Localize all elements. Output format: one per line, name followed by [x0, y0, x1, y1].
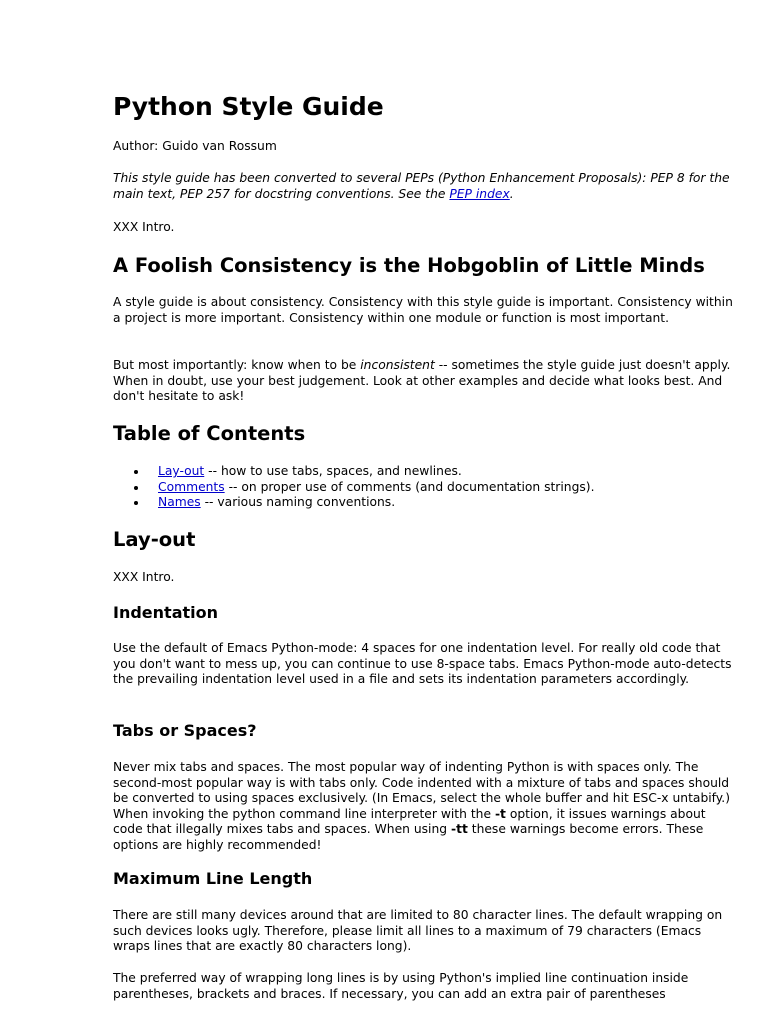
inconsistent-paragraph-rest: -- sometimes the style guide just doesn't apply. When in doubt, use your best judgement. Look at other examples and decide what looks best. And don't hesitate to ask!	[113, 358, 731, 404]
page-title: Python Style Guide	[113, 92, 384, 121]
wrapping-paragraph: The preferred way of wrapping long lines is by using Python's implied line continuation inside parentheses, brackets and braces. If necessary, you can add an extra pair of parentheses	[113, 971, 689, 1001]
conversion-note-end: .	[509, 186, 514, 201]
tabs-paragraph-end: these warnings become errors. These options are highly recommended!	[113, 822, 704, 852]
tabs-paragraph	[113, 760, 733, 854]
indentation-paragraph: Use the default of Emacs Python-mode: 4 spaces for one indentation level. For really old code that you don't want to mess up, you can continue to use 8-space tabs. Emacs Python-mode auto-detects the prevailing indentation level used in a file and sets its indentation parameters accordingly.	[113, 641, 732, 687]
inconsistent-emphasis: inconsistent	[360, 358, 435, 372]
toc-link-names[interactable]: Names	[158, 495, 201, 510]
layout-heading: Lay-out	[113, 528, 196, 551]
tabs-paragraph-middle: option, it issues warnings about code that illegally mixes tabs and spaces. When using	[113, 806, 706, 837]
toc-heading: Table of Contents	[113, 422, 306, 445]
toc-item-names	[113, 495, 733, 511]
toc-list	[113, 464, 733, 511]
conversion-note-text: This style guide has been converted to several PEPs (Python Enhancement Proposals): PEP 8 for the main text, PEP 257 for docstring conventions. See the	[113, 171, 730, 201]
line-limit-paragraph: There are still many devices around that are limited to 80 character lines. The default wrapping on such devices looks ugly. Therefore, please limit all lines to a maximum of 79 characters (Emacs wraps lines that are exactly 80 characters long).	[113, 908, 723, 954]
foolish-consistency-heading: A Foolish Consistency is the Hobgoblin of Little Minds	[113, 254, 705, 277]
max-line-length-heading: Maximum Line Length	[113, 869, 313, 888]
layout-intro: XXX Intro.	[113, 570, 175, 584]
author-line: Author: Guido van Rossum	[113, 139, 277, 153]
toc-link-comments[interactable]: Comments	[158, 479, 225, 494]
toc-link-layout[interactable]: Lay-out	[158, 464, 205, 478]
toc-item-comments	[113, 480, 733, 496]
inconsistent-paragraph-start: But most importantly: know when to be	[113, 358, 361, 372]
inconsistent-paragraph	[113, 358, 733, 405]
intro-text: XXX Intro.	[113, 220, 175, 234]
option-tt: -tt	[450, 822, 468, 837]
toc-item-comments-text: -- on proper use of comments (and documentation strings).	[224, 479, 595, 494]
conversion-note	[113, 171, 733, 202]
toc-item-layout-text: -- how to use tabs, spaces, and newlines.	[204, 464, 462, 478]
toc-item-layout	[113, 464, 733, 480]
option-t: -t	[494, 806, 506, 821]
toc-item-names-text: -- various naming conventions.	[200, 495, 396, 510]
indentation-heading: Indentation	[113, 603, 218, 622]
tabs-spaces-heading: Tabs or Spaces?	[113, 721, 257, 740]
tabs-paragraph-start: Never mix tabs and spaces. The most popular way of indenting Python is with spaces only. The second-most popular way is with tabs only. Code indented with a mixture of tabs and spaces should be converted to using spaces exclusively. (In Emacs, select the whole buffer and hit ESC-x untabify.) When invoking the python command line interpreter with the	[113, 760, 731, 821]
pep-index-link[interactable]: PEP index	[449, 186, 510, 201]
consistency-paragraph: A style guide is about consistency. Consistency with this style guide is important. Consistency within a project is more important. Consistency within one module or function is most important.	[113, 295, 733, 325]
